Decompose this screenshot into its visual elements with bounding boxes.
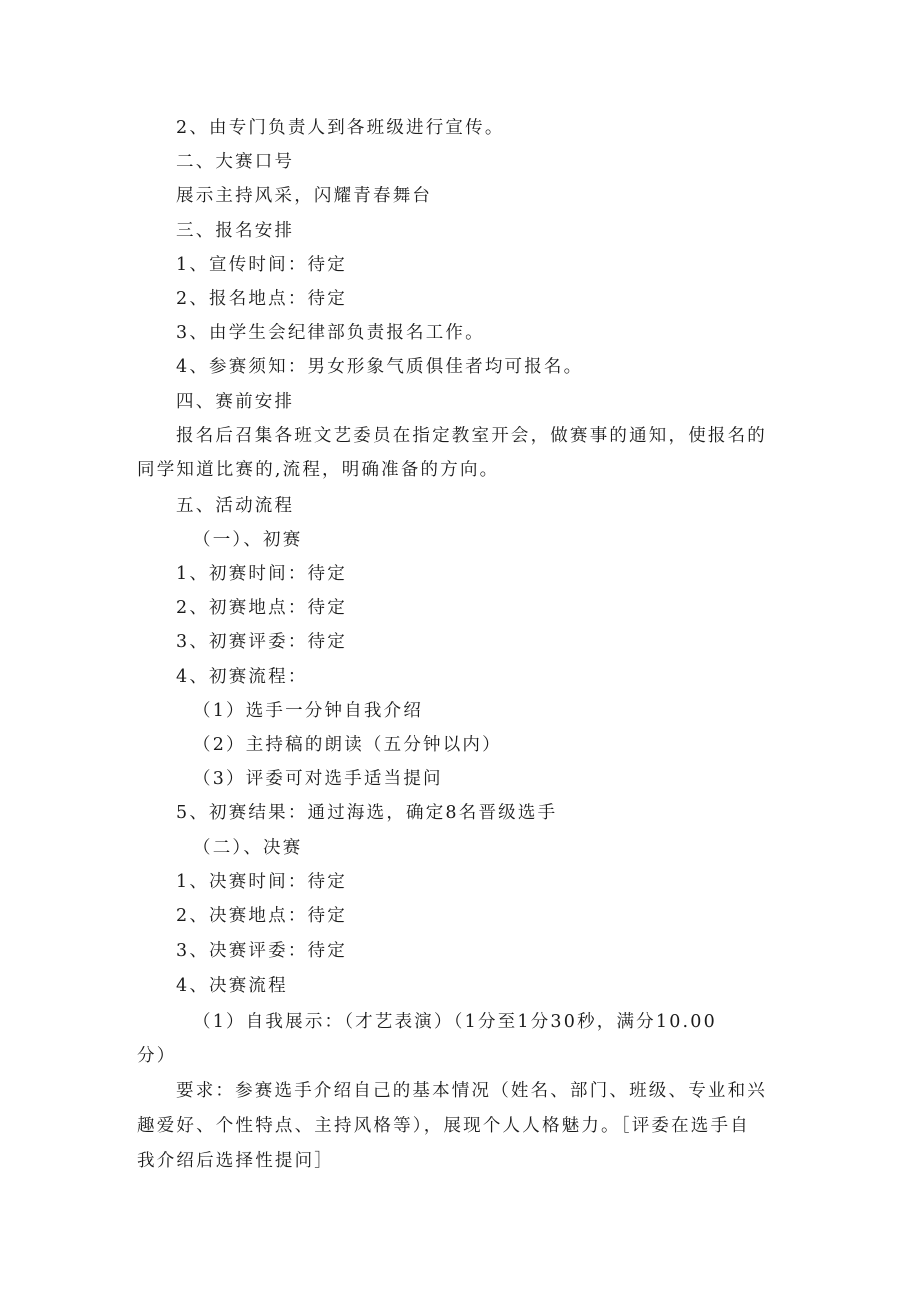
list-item: （1）选手一分钟自我介绍 — [193, 701, 424, 721]
list-item-continuation: 分） — [137, 1046, 177, 1066]
list-item: （2）主持稿的朗读（五分钟以内） — [193, 735, 502, 755]
text-line: 2、决赛地点：待定 — [176, 906, 347, 926]
paragraph-line: 要求：参赛选手介绍自己的基本情况（姓名、部门、班级、专业和兴 — [176, 1081, 767, 1101]
section-heading: 四、赛前安排 — [176, 392, 295, 412]
text-line: 2、初赛地点：待定 — [176, 598, 347, 618]
text-line: 4、初赛流程： — [176, 667, 308, 687]
text-line: 4、决赛流程 — [176, 976, 288, 996]
text-line: 展示主持风采，闪耀青春舞台 — [176, 186, 433, 206]
section-heading: 五、活动流程 — [176, 496, 295, 516]
list-item: （3）评委可对选手适当提问 — [193, 769, 443, 789]
paragraph-line: 趣爱好、个性特点、主持风格等），展现个人人格魅力。［评委在选手自 — [137, 1116, 750, 1136]
paragraph-line: 我介绍后选择性提问］ — [137, 1151, 334, 1171]
text-line: 3、初赛评委：待定 — [176, 632, 347, 652]
paragraph-line: 报名后召集各班文艺委员在指定教室开会，做赛事的通知，使报名的 — [176, 426, 767, 446]
text-line: 5、初赛结果：通过海选，确定8名晋级选手 — [176, 803, 558, 823]
section-heading: 二、大赛口号 — [176, 152, 295, 172]
text-line: 2、报名地点：待定 — [176, 289, 347, 309]
text-line: 1、决赛时间：待定 — [176, 872, 347, 892]
text-line: 4、参赛须知：男女形象气质俱佳者均可报名。 — [176, 357, 584, 377]
subsection-heading: （一）、初赛 — [193, 530, 303, 550]
text-line: 3、决赛评委：待定 — [176, 941, 347, 961]
section-heading: 三、报名安排 — [176, 221, 295, 241]
text-line: 2、由专门负责人到各班级进行宣传。 — [176, 118, 505, 138]
paragraph-line: 同学知道比赛的,流程，明确准备的方向。 — [137, 460, 500, 480]
text-line: 1、宣传时间：待定 — [176, 255, 347, 275]
text-line: 3、由学生会纪律部负责报名工作。 — [176, 323, 485, 343]
list-item: （1）自我展示：（才艺表演）（1分至1分30秒，满分10.00 — [193, 1012, 717, 1032]
subsection-heading: （二）、决赛 — [193, 838, 303, 858]
text-line: 1、初赛时间：待定 — [176, 564, 347, 584]
